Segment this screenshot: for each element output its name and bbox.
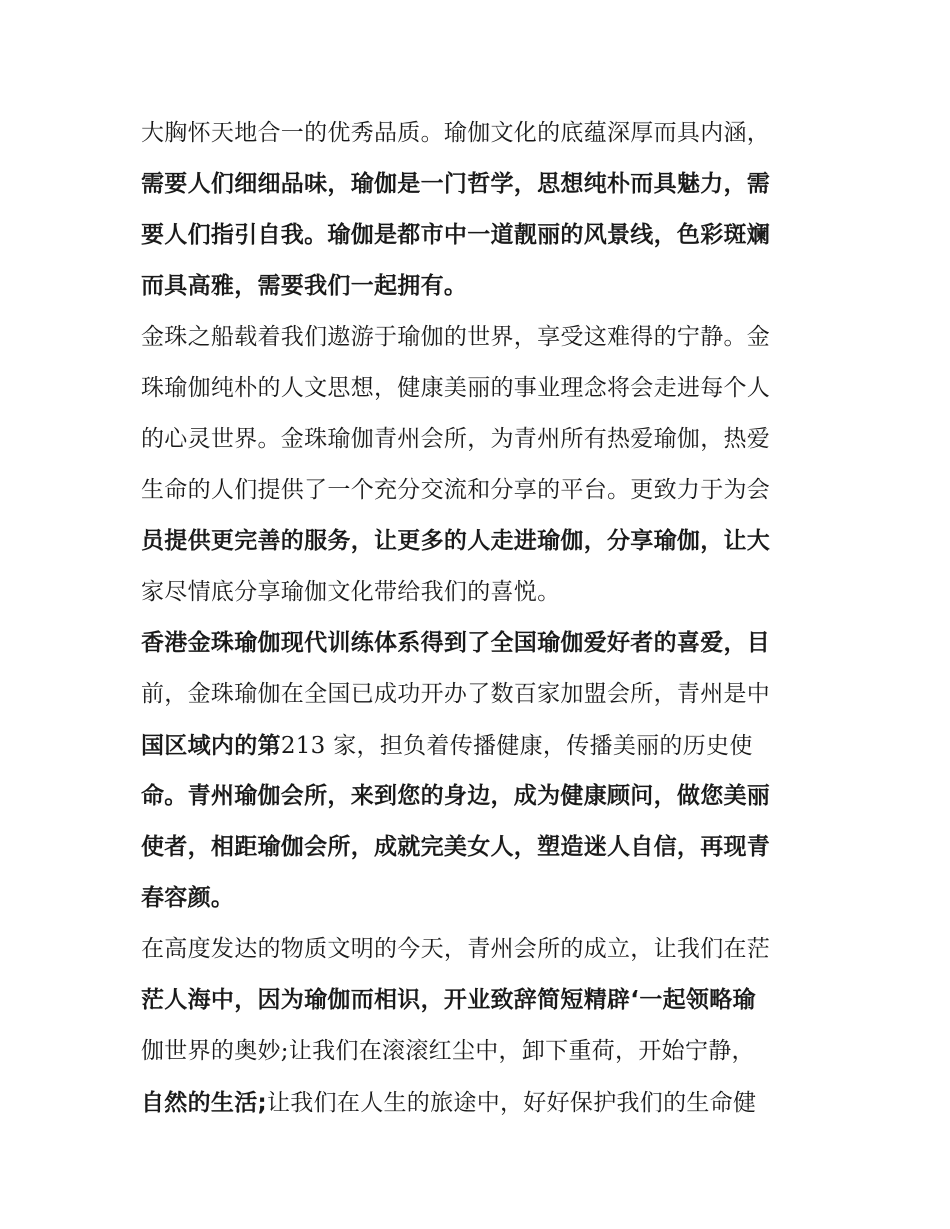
text-line: 茫人海中，因为瑜伽而相识，开业致辞简短精辟‘一起领略瑜: [141, 987, 756, 1013]
text-line: [141, 1077, 821, 1128]
text-line: 春容颜。: [141, 885, 235, 911]
text-line: 香港金珠瑜伽现代训练体系得到了全国瑜伽爱好者的喜爱，目: [141, 630, 771, 656]
text-line: 员提供更完善的服务，让更多的人走进瑜伽，分享瑜伽，让大: [141, 528, 771, 554]
text-segment: 213 家，担负着传播健康，传播美丽的历史使: [280, 733, 753, 759]
text-line: 家尽情底分享瑜伽文化带给我们的喜悦。: [141, 579, 561, 605]
document-body: [141, 108, 821, 1128]
text-line: 在高度发达的物质文明的今天，青州会所的成立，让我们在茫: [141, 936, 771, 962]
text-line: 金珠之船载着我们遨游于瑜伽的世界，享受这难得的宁静。金: [141, 324, 771, 350]
text-line: 要人们指引自我。瑜伽是都市中一道靓丽的风景线，色彩斑斓: [141, 222, 771, 248]
text-line: 前，金珠瑜伽在全国已成功开办了数百家加盟会所，青州是中: [141, 681, 771, 707]
text-line: 命。青州瑜伽会所，来到您的身边，成为健康顾问，做您美丽: [141, 783, 771, 809]
text-line: 的心灵世界。金珠瑜伽青州会所，为青州所有热爱瑜伽，热爱: [141, 426, 771, 452]
text-line: 伽世界的奥妙;让我们在滚滚红尘中，卸下重荷，开始宁静，: [141, 1038, 755, 1064]
text-line: 使者，相距瑜伽会所，成就完美女人，塑造迷人自信，再现青: [141, 834, 771, 860]
text-line: 而具高雅，需要我们一起拥有。: [141, 273, 468, 299]
text-line: [141, 720, 821, 771]
text-segment: 自然的生活;: [141, 1090, 267, 1116]
text-line: 珠瑜伽纯朴的人文思想，健康美丽的事业理念将会走进每个人: [141, 375, 771, 401]
text-line: 大胸怀天地合一的优秀品质。瑜伽文化的底蕴深厚而具内涵，: [141, 120, 771, 146]
text-line: 生命的人们提供了一个充分交流和分享的平台。更致力于为会: [141, 477, 771, 503]
text-segment: 国区域内的第: [141, 733, 281, 759]
text-line: 需要人们细细品味，瑜伽是一门哲学，思想纯朴而具魅力，需: [141, 171, 771, 197]
text-segment: 让我们在人生的旅途中，好好保护我们的生命健: [267, 1090, 757, 1116]
